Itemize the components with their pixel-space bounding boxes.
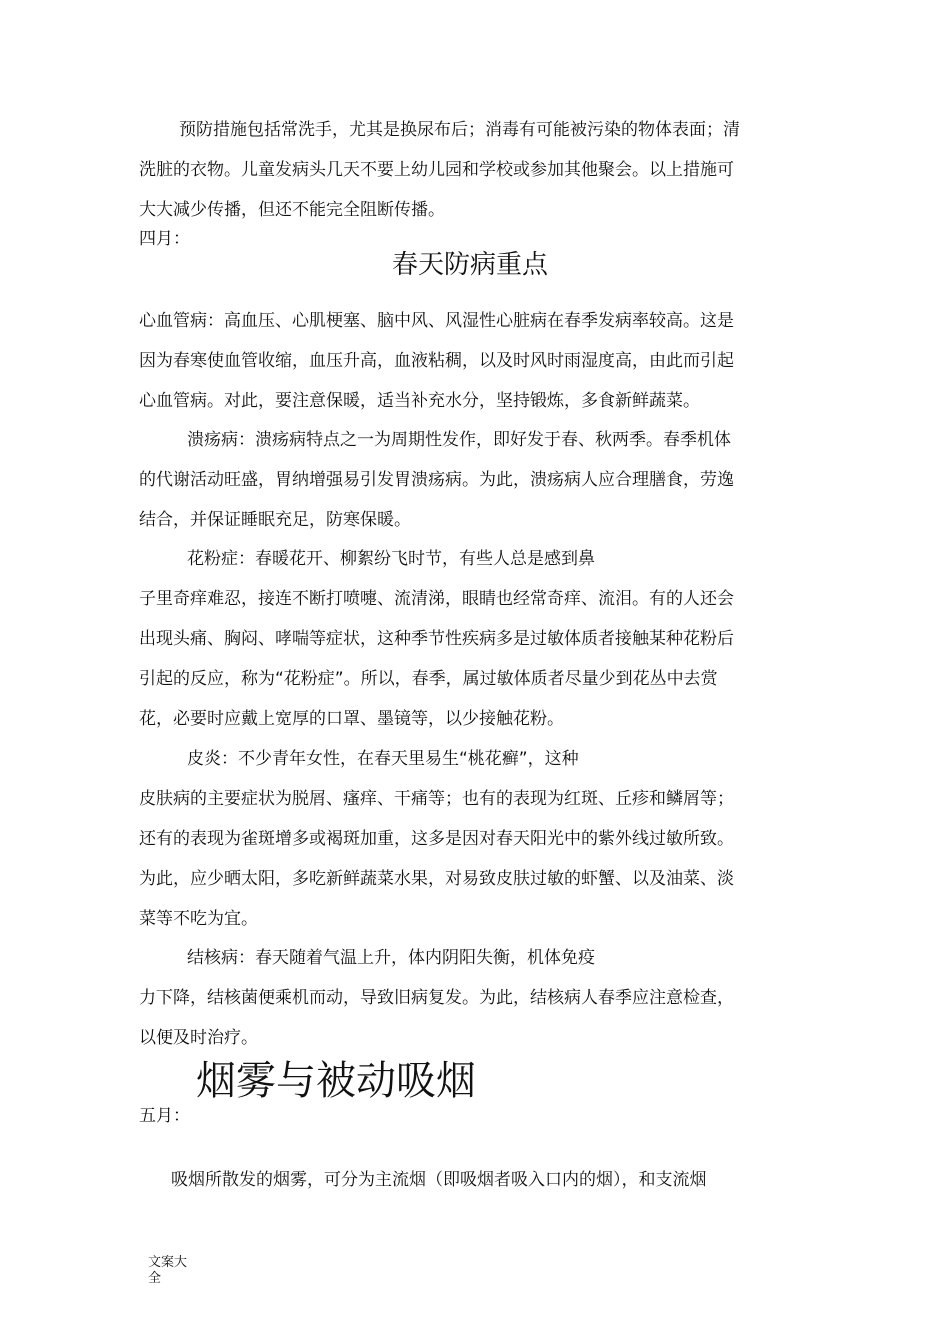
derm-line-5: 菜等不吃为宜。 [139, 909, 258, 929]
pollen-line-4: 引起的反应，称为“花粉症”。所以，春季，属过敏体质者尽量少到花丛中去赏 [139, 669, 718, 689]
may-month-label: 五月： [139, 1106, 190, 1126]
intro-line-1: 预防措施包括常洗手，尤其是换尿布后；消毒有可能被污染的物体表面；清 [179, 120, 740, 140]
cardio-line-1: 心血管病：高血压、心肌梗塞、脑中风、风湿性心脏病在春季发病率较高。这是 [139, 311, 734, 331]
page-footer: 文案大全 [148, 1255, 188, 1286]
derm-line-1: 皮炎：不少青年女性，在春天里易生“桃花癣”，这种 [187, 749, 579, 769]
tb-line-1: 结核病：春天随着气温上升，体内阴阳失衡，机体免疫 [187, 948, 595, 968]
may-section-title: 烟雾与被动吸烟 [196, 1058, 476, 1104]
derm-line-4: 为此，应少晒太阳，多吃新鲜蔬菜水果，对易致皮肤过敏的虾蟹、以及油菜、淡 [139, 869, 734, 889]
derm-line-2: 皮肤病的主要症状为脱屑、瘙痒、干痛等；也有的表现为红斑、丘疹和鳞屑等； [139, 789, 734, 809]
ulcer-line-1: 溃疡病：溃疡病特点之一为周期性发作，即好发于春、秋两季。春季机体 [187, 430, 731, 450]
ulcer-line-2: 的代谢活动旺盛，胃纳增强易引发胃溃疡病。为此，溃疡病人应合理膳食，劳逸 [139, 470, 734, 490]
pollen-line-2: 子里奇痒难忍，接连不断打喷嚏、流清涕，眼睛也经常奇痒、流泪。有的人还会 [139, 589, 734, 609]
cardio-line-3: 心血管病。对此，要注意保暖，适当补充水分，坚持锻炼，多食新鲜蔬菜。 [139, 391, 700, 411]
tb-line-3: 以便及时治疗。 [139, 1028, 258, 1048]
april-section-title: 春天防病重点 [392, 250, 549, 280]
pollen-line-3: 出现头痛、胸闷、哮喘等症状，这种季节性疾病多是过敏体质者接触某种花粉后 [139, 629, 734, 649]
ulcer-line-3: 结合，并保证睡眠充足，防寒保暖。 [139, 510, 411, 530]
tb-line-2: 力下降，结核菌便乘机而动，导致旧病复发。为此，结核病人春季应注意检查， [139, 988, 734, 1008]
intro-line-2: 洗脏的衣物。儿童发病头几天不要上幼儿园和学校或参加其他聚会。以上措施可 [139, 160, 734, 180]
intro-line-3: 大大减少传播，但还不能完全阻断传播。 [139, 200, 445, 220]
may-line-1: 吸烟所散发的烟雾，可分为主流烟（即吸烟者吸入口内的烟），和支流烟 [171, 1170, 707, 1190]
cardio-line-2: 因为春寒使血管收缩，血压升高，血液粘稠，以及时风时雨湿度高，由此而引起 [139, 351, 734, 371]
pollen-line-5: 花，必要时应戴上宽厚的口罩、墨镜等，以少接触花粉。 [139, 709, 564, 729]
derm-line-3: 还有的表现为雀斑增多或褐斑加重，这多是因对春天阳光中的紫外线过敏所致。 [139, 829, 734, 849]
april-month-label: 四月： [139, 229, 190, 249]
pollen-line-1: 花粉症：春暖花开、柳絮纷飞时节，有些人总是感到鼻 [187, 549, 595, 569]
